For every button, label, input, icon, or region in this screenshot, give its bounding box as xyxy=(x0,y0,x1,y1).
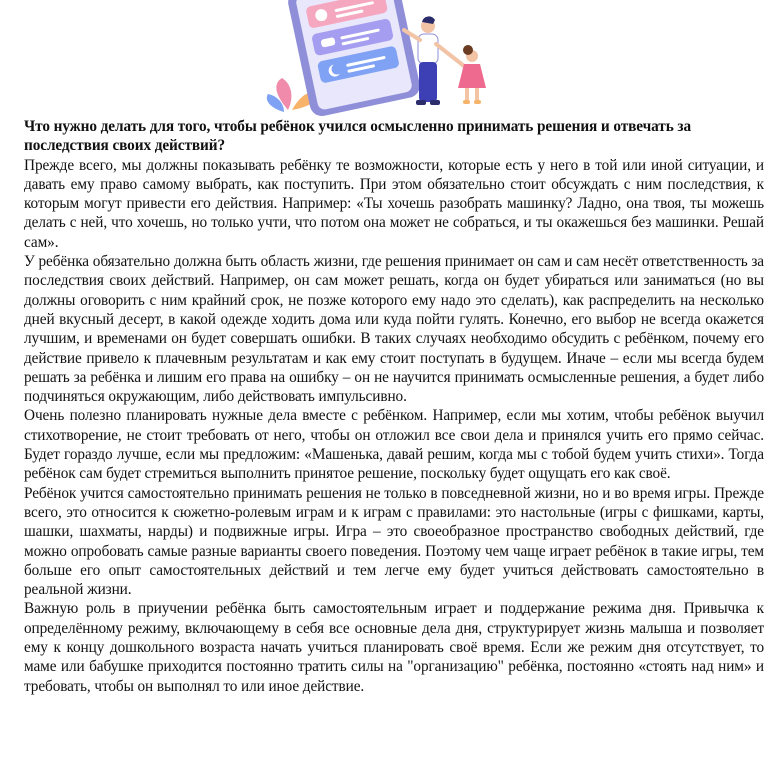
hero-illustration xyxy=(258,0,528,116)
article-paragraph: У ребёнка обязательно должна быть область жизни, где решения принимает он сам и сам несёт ответственность за последствия своих действий. Например, он сам может решать, когда он будет убираться или заниматься (но вы должны оговорить с ним крайний срок, не позже которого ему надо это сделать), как распределить на несколько дней вкусный десерт, в какой одежде ходить дома или куда пойти гулять. Конечно, его выбор не всегда окажется лучшим, и временами он будет совершать ошибки. В таких случаях необходимо обсудить с ребёнком, почему его действие привело к плачевным результатам и как ему стоит поступать в будущем. Иначе – если мы всегда будем решать за ребёнка и лишим его права на ошибку – он не научится принимать осмысленные решения, а будет либо подчиняться окружающим, либо действовать импульсивно. xyxy=(24,253,764,406)
article-paragraph: Важную роль в приучении ребёнка быть самостоятельным играет и поддержание режима дня. Привычка к определённому режиму, включающему в себя все основные дела дня, структурирует жизнь малыша и позволяет ему к концу дошкольного возраста начать учиться планировать своё время. Если же режим дня отсутствует, то маме или бабушке приходится постоянно тратить силы на "организацию" ребёнка, постоянно «стоять над ним» и требовать, чтобы он выполнял то или иное действие. xyxy=(24,600,764,695)
article-paragraph: Очень полезно планировать нужные дела вместе с ребёнком. Например, если мы хотим, чтобы ребёнок выучил стихотворение, не стоит требовать от него, чтобы он отложил все свои дела и принялся учить его прямо сейчас. Будет гораздо лучше, если мы предложим: «Машенька, давай решим, когда мы с тобой будем учить стихи». Тогда ребёнок сам будет стремиться выполнить принятое решение, поскольку будет ощущать его как своё. xyxy=(24,407,764,483)
article-heading: Что нужно делать для того, чтобы ребёнок учился осмысленно принимать решения и отвечать за последствия своих действий? xyxy=(24,118,691,155)
article-paragraph: Прежде всего, мы должны показывать ребёнку те возможности, которые есть у него в той или иной ситуации, и давать ему право самому выбрать, как поступить. При этом обязательно стоит обсуждать с ним последствия, к которым могут привести его действия. Например: «Ты хочешь разобрать машинку? Ладно, она твоя, ты можешь делать с ней, что хочешь, но только учти, что потом она может не собраться, и ты окажешься без машинки. Решай сам». xyxy=(24,156,764,251)
phone-planning-illustration xyxy=(258,0,528,116)
article-paragraph: Ребёнок учится самостоятельно принимать решения не только в повседневной жизни, но и во время игры. Прежде всего, это относится к сюжетно-ролевым играм и к играм с правилами: это настольные (игры с фишками, карты, шашки, шахматы, нарды) и подвижные игры. Игра – это своеобразное пространство свободных действий, где можно опробовать самые разные варианты своего поведения. Поэтому чем чаще играет ребёнок в такие игры, тем больше его опыт самостоятельных действий и тем легче ему будет учиться действовать самостоятельно в реальной жизни. xyxy=(24,484,764,599)
article xyxy=(24,117,764,696)
